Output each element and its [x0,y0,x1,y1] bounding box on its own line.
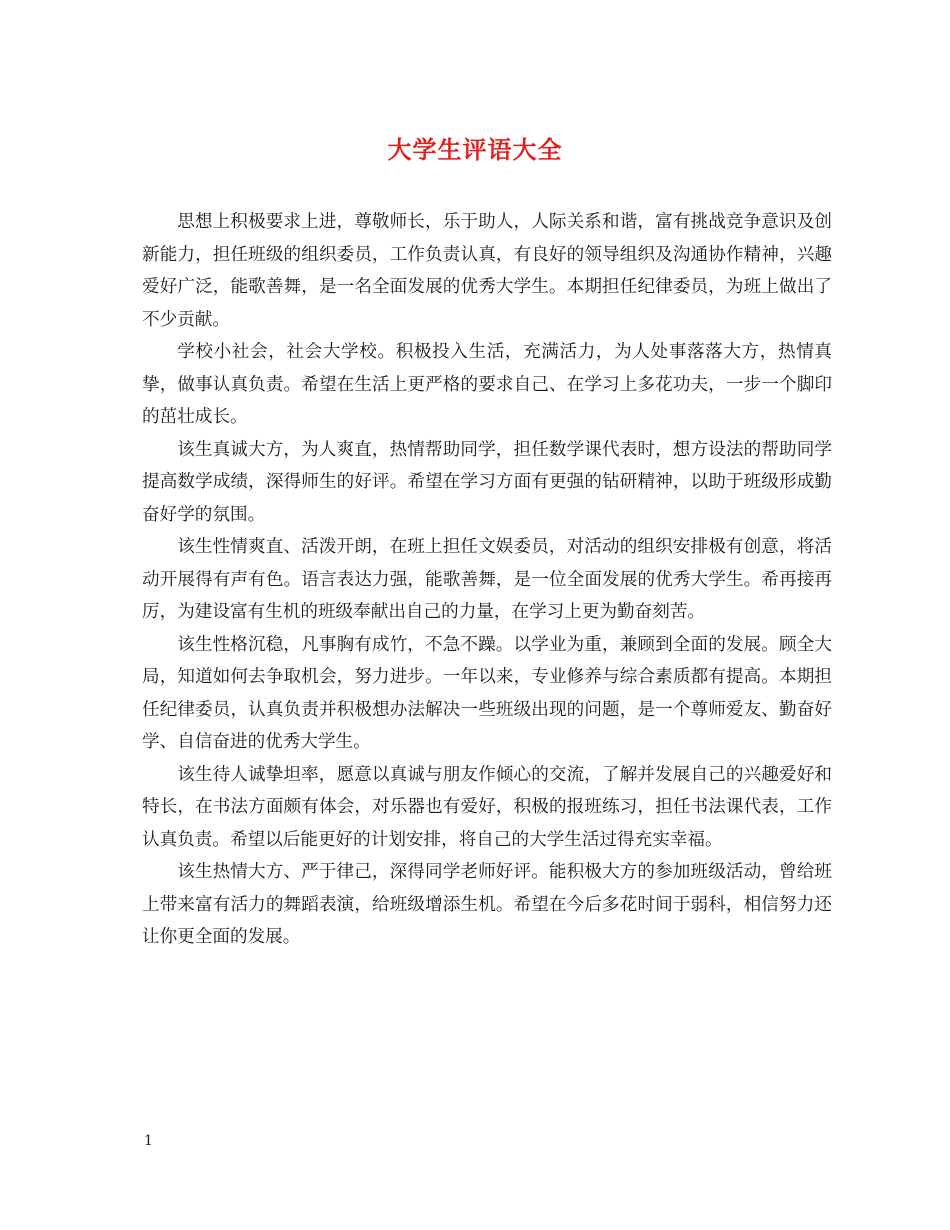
paragraph-1: 思想上积极要求上进，尊敬师长，乐于助人，人际关系和谐，富有挑战竞争意识及创新能力，担任班级的组织委员，工作负责认真，有良好的领导组织及沟通协作精神，兴趣爱好广泛，能歌善舞，是一名全面发展的优秀大学生。本期担任纪律委员，为班上做出了不少贡献。 [142,212,832,330]
paragraph-3: 该生真诚大方，为人爽直，热情帮助同学，担任数学课代表时，想方设法的帮助同学提高数学成绩，深得师生的好评。希望在学习方面有更强的钻研精神，以助于班级形成勤奋好学的氛围。 [142,439,832,525]
page-number: 1 [144,1133,153,1149]
document-title: 大学生评语大全 [387,135,563,164]
paragraph-5: 该生性格沉稳，凡事胸有成竹，不急不躁。以学业为重，兼顾到全面的发展。顾全大局，知道如何去争取机会，努力进步。一年以来，专业修养与综合素质都有提高。本期担任纪律委员，认真负责并积极想办法解决一些班级出现的问题，是一个尊师爱友、勤奋好学、自信奋进的优秀大学生。 [142,634,832,752]
paragraph-4: 该生性情爽直、活泼开朗，在班上担任文娱委员，对活动的组织安排极有创意，将活动开展得有声有色。语言表达力强，能歌善舞，是一位全面发展的优秀大学生。希再接再厉，为建设富有生机的班级奉献出自己的力量，在学习上更为勤奋刻苦。 [142,537,832,622]
paragraph-7: 该生热情大方、严于律己，深得同学老师好评。能积极大方的参加班级活动，曾给班上带来富有活力的舞蹈表演，给班级增添生机。希望在今后多花时间于弱科，相信努力还让你更全面的发展。 [142,862,832,947]
document-body [142,206,832,954]
paragraph-6: 该生待人诚挚坦率，愿意以真诚与朋友作倾心的交流，了解并发展自己的兴趣爱好和特长，在书法方面颇有体会，对乐器也有爱好，积极的报班练习，担任书法课代表，工作认真负责。希望以后能更好的计划安排，将自己的大学生活过得充实幸福。 [142,764,832,850]
paragraph-2: 学校小社会，社会大学校。积极投入生活，充满活力，为人处事落落大方，热情真挚，做事认真负责。希望在生活上更严格的要求自己、在学习上多花功夫，一步一个脚印的茁壮成长。 [142,342,832,427]
